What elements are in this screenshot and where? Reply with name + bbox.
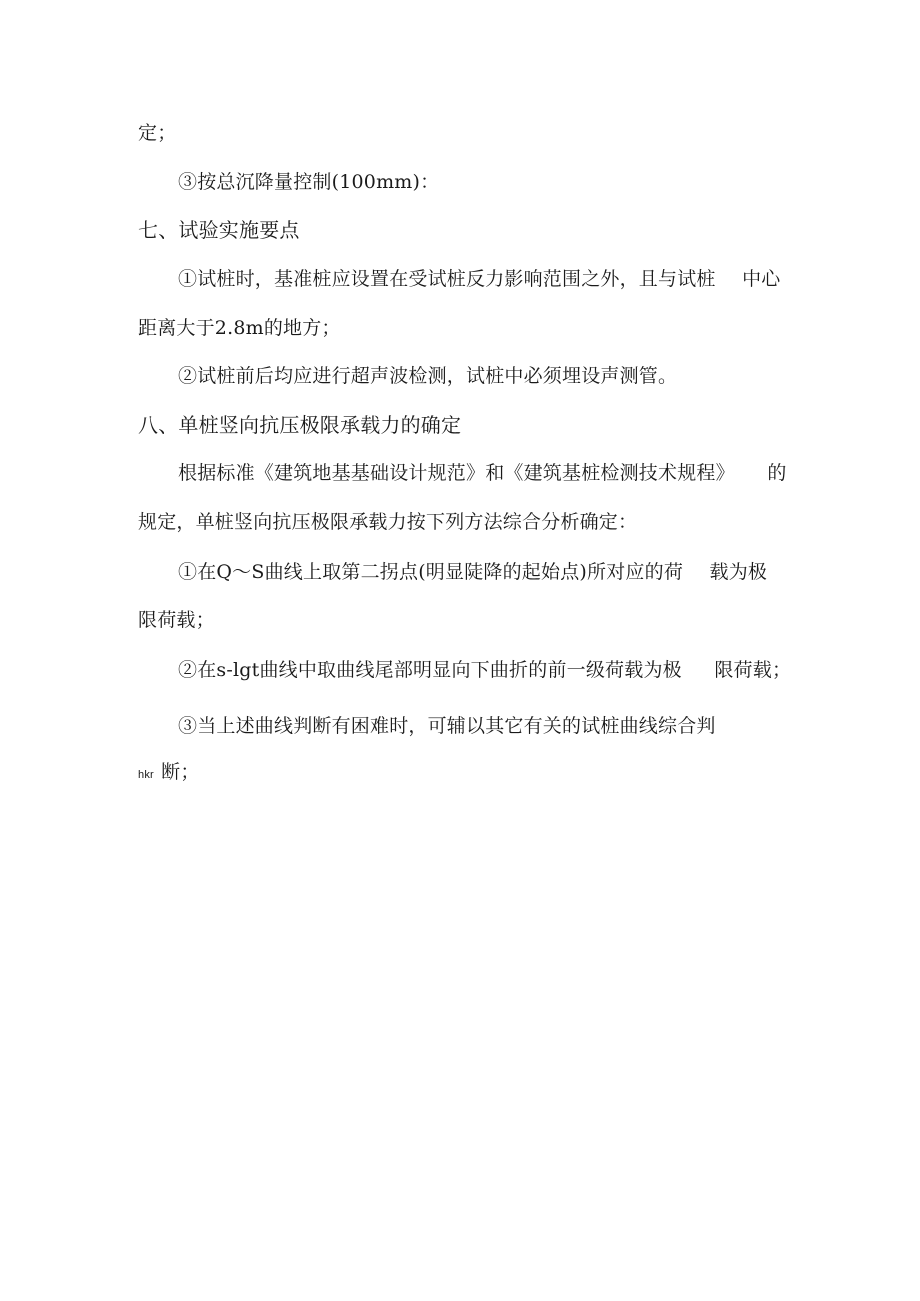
paragraph-line	[138, 608, 215, 632]
paragraph-line	[178, 267, 781, 291]
paragraph-line	[178, 658, 791, 682]
text-run: 距离大于2.8m的地方；	[138, 317, 341, 339]
paragraph-line	[178, 364, 677, 388]
heading-text: 八、单桩竖向抗压极限承载力的确定	[138, 413, 462, 437]
text-run: 断；	[161, 761, 200, 783]
section-heading	[138, 218, 300, 242]
text-run: 根据标准《建筑地基基础设计规范》和《建筑基桩检测技术规程》	[178, 462, 735, 484]
text-run: ①在Q～S曲线上取第二拐点(明显陡降的起始点)所对应的荷	[178, 561, 684, 583]
paragraph-line	[138, 121, 176, 145]
text-run: 载为极	[709, 561, 768, 583]
text-run: ③当上述曲线判断有困难时，可辅以其它有关的试桩曲线综合判	[178, 715, 716, 737]
text-run: ②在s-lgt曲线中取曲线尾部明显向下曲折的前一级荷载为极	[178, 659, 682, 681]
paragraph-line	[138, 760, 200, 787]
text-run: 限荷载；	[138, 609, 215, 631]
text-run: 中心	[742, 268, 781, 290]
paragraph-line	[178, 461, 787, 485]
paragraph-line	[138, 316, 341, 340]
section-heading	[138, 413, 461, 437]
text-run: 定；	[138, 122, 177, 144]
heading-text: 七、试验实施要点	[138, 218, 300, 242]
text-run: 限荷载；	[714, 659, 792, 681]
text-run: ②试桩前后均应进行超声波检测，试桩中必须埋设声测管。	[178, 365, 678, 387]
paragraph-line	[178, 714, 716, 738]
text-run: ①试桩时，基准桩应设置在受试桩反力影响范围之外，且与试桩	[178, 268, 716, 290]
paragraph-line	[178, 560, 767, 584]
paragraph-line	[178, 170, 439, 194]
paragraph-line	[138, 510, 637, 534]
text-run: 的	[767, 462, 787, 484]
text-run: ③按总沉降量控制(100mm)：	[178, 171, 440, 193]
small-text-run: hkr	[138, 769, 154, 781]
text-run: 规定，单桩竖向抗压极限承载力按下列方法综合分析确定：	[138, 511, 638, 533]
